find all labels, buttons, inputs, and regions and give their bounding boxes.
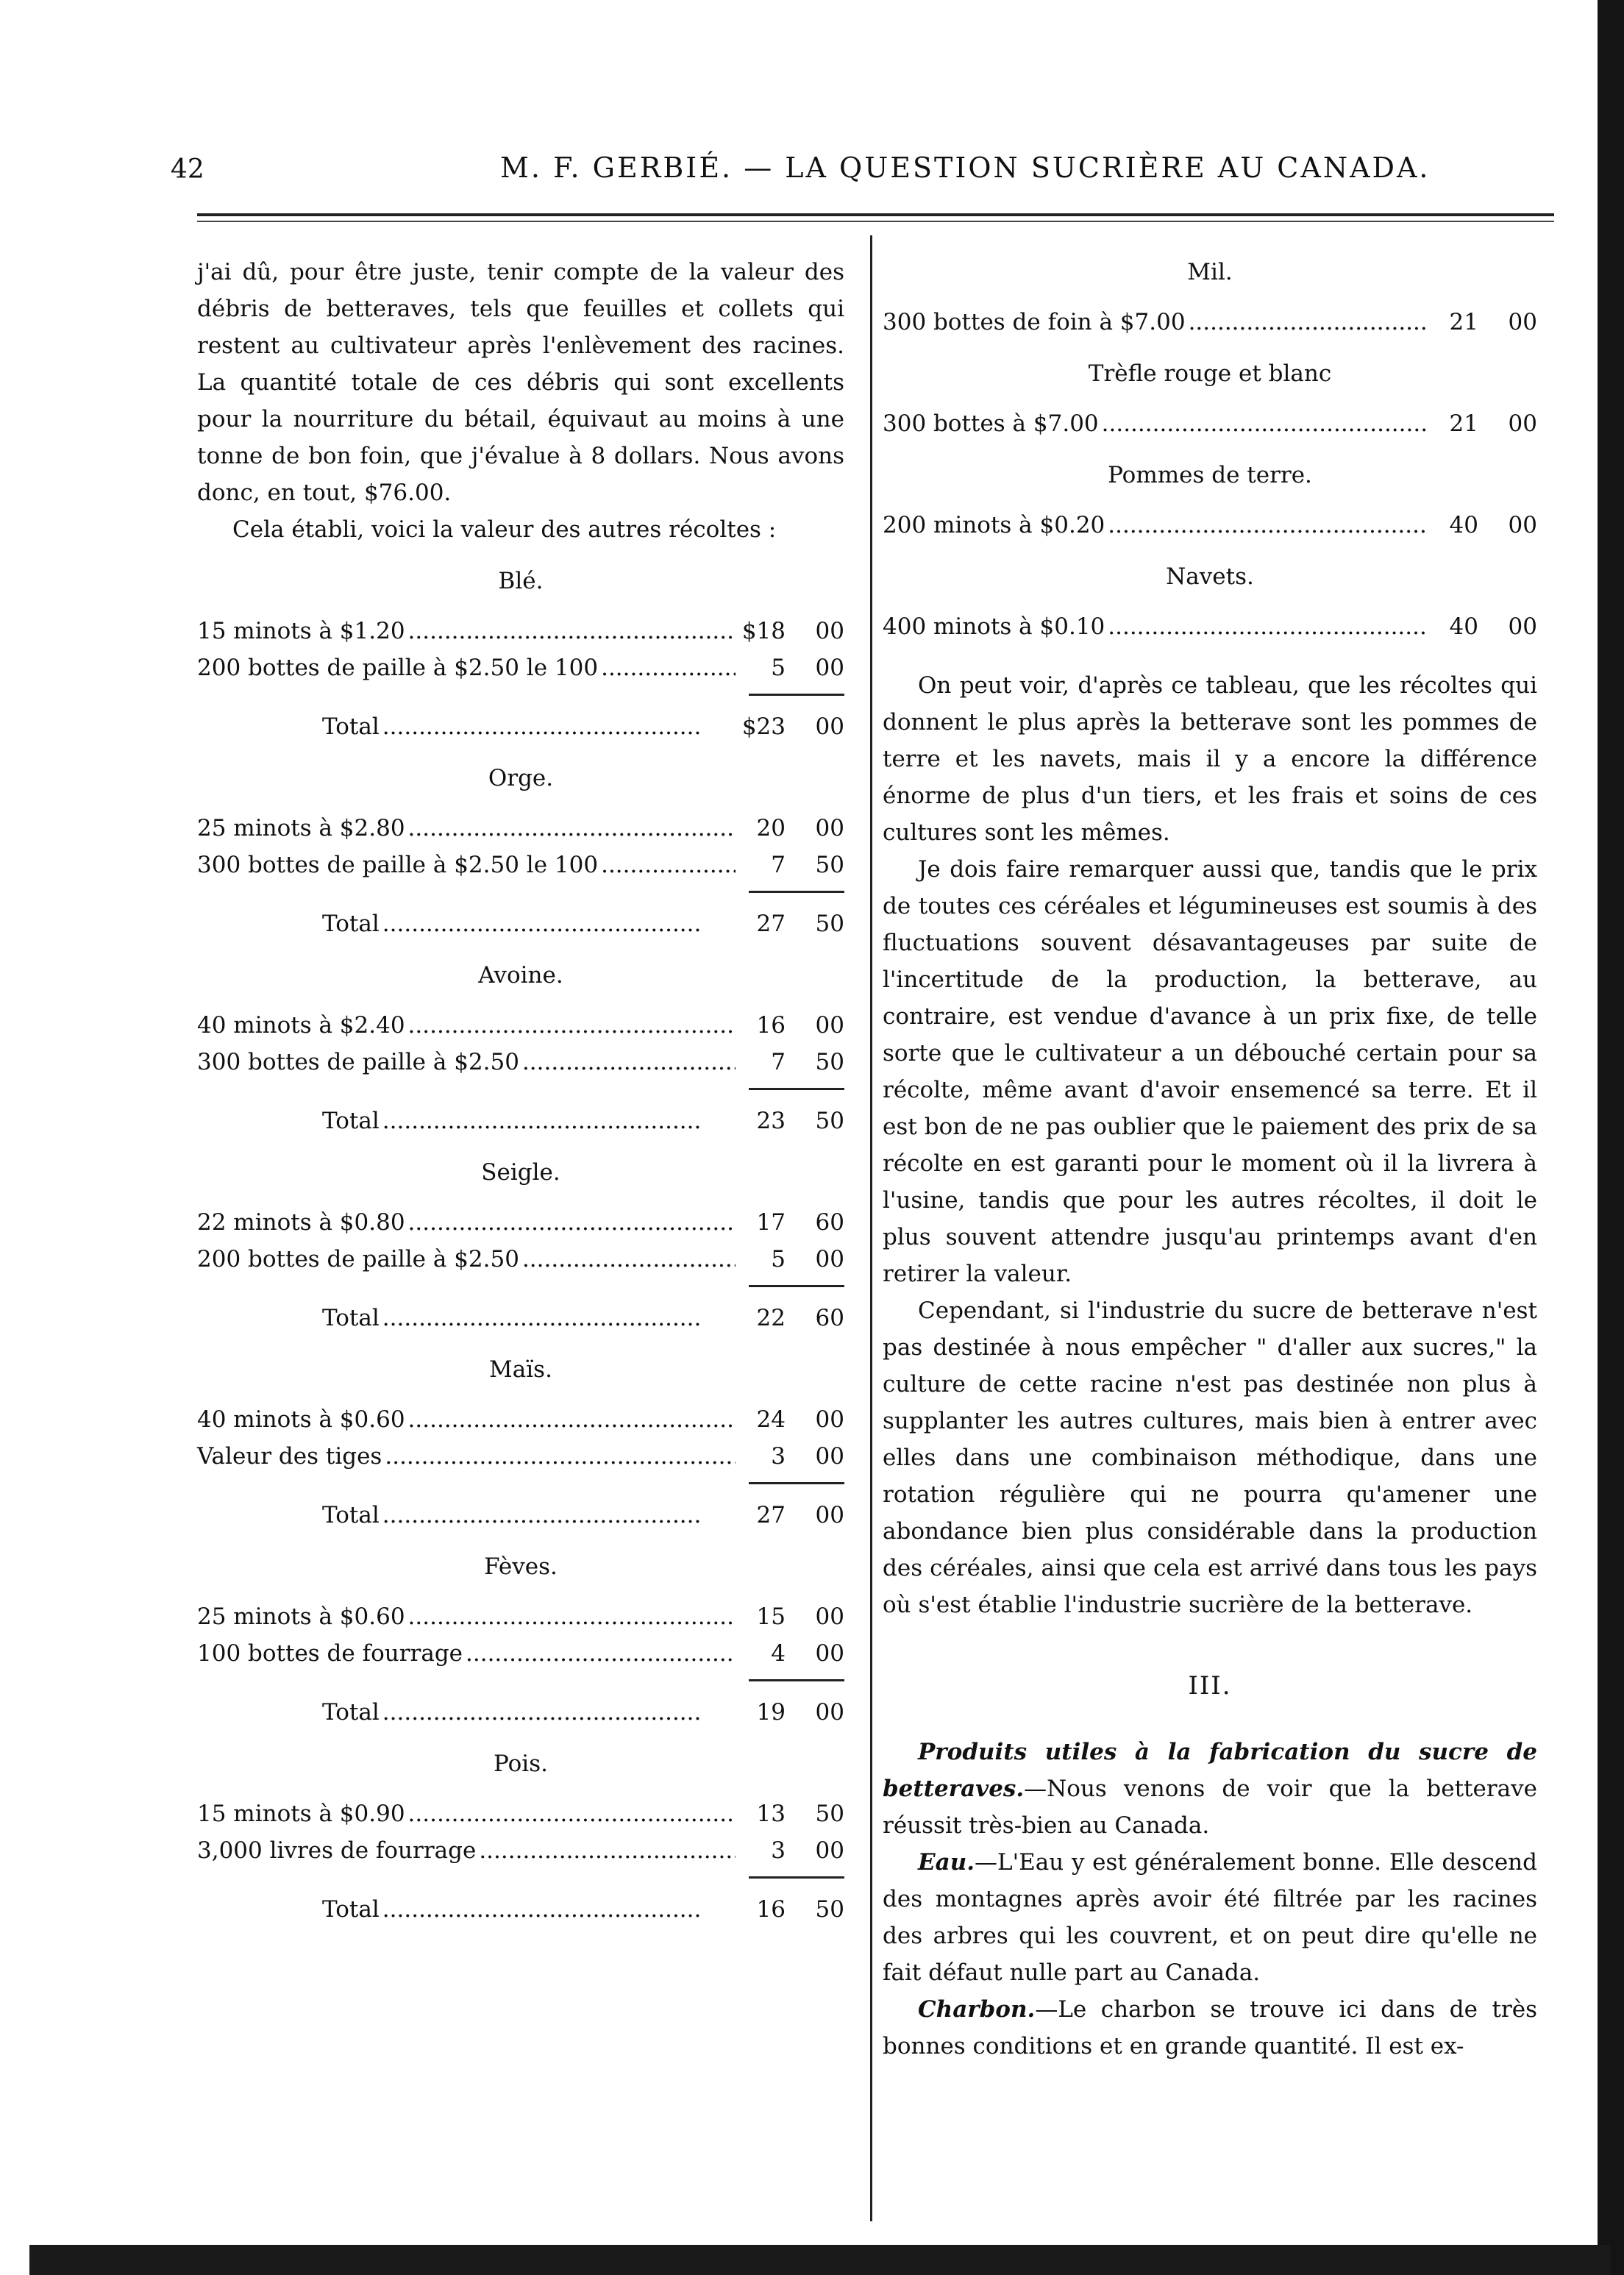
total-dollars: 16 — [756, 1896, 786, 1923]
table-row — [197, 810, 844, 847]
column-divider — [870, 235, 872, 2221]
crop-name: Mil. — [1187, 259, 1233, 285]
entry-dollars: 15 — [756, 1603, 786, 1630]
charbon-label: Charbon. — [918, 1996, 1036, 2023]
section-heading: Produits utiles à la fabrication du sucre de betteraves. — [883, 1739, 1537, 1802]
entry-description: 200 bottes de paille à $2.50 — [197, 1246, 519, 1272]
entry-dollars: 5 — [771, 1246, 786, 1272]
section-heading-paragraph — [883, 1734, 1537, 1844]
sum-rule — [197, 1080, 844, 1098]
entry-cents: 00 — [1508, 309, 1537, 335]
total-row — [197, 905, 844, 942]
entry-description: 25 minots à $2.80 — [197, 815, 405, 841]
entry-cents: 00 — [815, 1603, 844, 1630]
entry-description: 300 bottes à $7.00 — [883, 410, 1099, 437]
dot-leader — [382, 1694, 702, 1731]
crop-name: Seigle. — [481, 1159, 560, 1186]
section-heading-text: —Nous venons de voir que la betterave réussit très-bien au Canada. — [883, 1776, 1537, 1839]
dot-leader — [601, 847, 736, 883]
entry-dollars: 3 — [771, 1837, 786, 1864]
dot-leader — [479, 1832, 736, 1869]
sum-rule — [197, 883, 844, 901]
table-row — [883, 405, 1537, 442]
total-dollars: 27 — [756, 1502, 786, 1528]
total-cents: 00 — [815, 713, 844, 740]
total-dollars: 19 — [756, 1699, 786, 1726]
sum-rule — [197, 1672, 844, 1690]
table-row — [883, 507, 1537, 544]
table-row — [197, 613, 844, 649]
sum-rule — [197, 686, 844, 704]
table-row — [197, 1241, 844, 1278]
dot-leader — [408, 1204, 736, 1241]
entry-description: 22 minots à $0.80 — [197, 1209, 405, 1236]
crop-name: Blé. — [498, 568, 544, 594]
header-rule — [197, 213, 1554, 222]
total-dollars: 23 — [756, 1108, 786, 1134]
table-row — [197, 1401, 844, 1438]
entry-cents: 00 — [815, 1837, 844, 1864]
table-row — [883, 608, 1537, 645]
entry-cents: 50 — [815, 1801, 844, 1827]
dot-leader — [1108, 507, 1428, 544]
entry-dollars: 20 — [756, 815, 786, 841]
total-label: Total — [322, 713, 380, 740]
scan-edge-bottom — [29, 2245, 1611, 2275]
dot-leader — [408, 1401, 736, 1438]
dot-leader — [466, 1635, 736, 1672]
table-row — [197, 1044, 844, 1080]
total-cents: 50 — [815, 911, 844, 937]
table-row — [197, 1795, 844, 1832]
total-row — [197, 708, 844, 745]
dot-leader — [408, 810, 736, 847]
crop-name: Pommes de terre. — [1108, 462, 1312, 488]
entry-dollars: 40 — [1449, 613, 1478, 640]
dot-leader — [522, 1241, 736, 1278]
entry-cents: 00 — [815, 1443, 844, 1470]
entry-cents: 00 — [1508, 613, 1537, 640]
running-title: M. F. GERBIÉ. — LA QUESTION SUCRIÈRE AU CANADA. — [500, 152, 1431, 184]
entry-cents: 00 — [815, 655, 844, 681]
total-dollars: 27 — [756, 911, 786, 937]
dot-leader — [601, 649, 736, 686]
left-column — [197, 254, 844, 1935]
body-paragraph: Cependant, si l'industrie du sucre de betterave n'est pas destinée à nous empêcher " d'aller aux sucres," la culture de cette racine n'est pas destinée non plus à supplanter les autres cultures, mais bien à entrer avec elles dans une combinaison méthodique, dans une rotation régulière qui ne pourra qu'amener une abondance bien plus considérable dans la production des céréales, ainsi que cela est arrivé dans tous les pays où s'est établie l'industrie sucrière de la betterave. — [883, 1297, 1537, 1618]
dot-leader — [382, 708, 702, 745]
eau-paragraph — [883, 1844, 1537, 1991]
crop-name: Maïs. — [489, 1356, 552, 1383]
entry-description: 300 bottes de paille à $2.50 le 100 — [197, 852, 599, 878]
eau-label: Eau. — [918, 1849, 975, 1876]
total-label: Total — [322, 1896, 380, 1923]
dot-leader — [1189, 304, 1428, 341]
entry-dollars: $18 — [741, 618, 786, 644]
total-label: Total — [322, 911, 380, 937]
lead-in-paragraph: Cela établi, voici la valeur des autres récoltes : — [232, 516, 777, 543]
total-label: Total — [322, 1108, 380, 1134]
table-row — [197, 1007, 844, 1044]
entry-dollars: 5 — [771, 655, 786, 681]
crop-name: Pois. — [494, 1751, 548, 1777]
entry-description: 3,000 livres de fourrage — [197, 1837, 477, 1864]
total-row — [197, 1694, 844, 1731]
dot-leader — [408, 1007, 736, 1044]
total-cents: 50 — [815, 1108, 844, 1134]
total-row — [197, 1497, 844, 1534]
entry-dollars: 17 — [756, 1209, 786, 1236]
entry-dollars: 21 — [1449, 410, 1478, 437]
entry-cents: 00 — [1508, 512, 1537, 538]
dot-leader — [385, 1438, 736, 1475]
table-row — [883, 304, 1537, 341]
total-label: Total — [322, 1699, 380, 1726]
dot-leader — [382, 1891, 702, 1928]
table-row — [197, 1438, 844, 1475]
charbon-text: —Le charbon se trouve ici dans de très bonnes conditions et en grande quantité. Il est ex- — [883, 1996, 1537, 2059]
intro-paragraph: j'ai dû, pour être juste, tenir compte de la valeur des débris de betteraves, tels que feuilles et collets qui restent au cultivateur après l'enlèvement des racines. La quantité totale de ces débris qui sont excellents pour la nourriture du bétail, équivaut au moins à une tonne de bon foin, que j'évalue à 8 dollars. Nous avons donc, en tout, $76.00. — [197, 259, 844, 506]
section-number: III. — [1188, 1671, 1232, 1701]
entry-description: 200 bottes de paille à $2.50 le 100 — [197, 655, 599, 681]
entry-cents: 50 — [815, 852, 844, 878]
forage-value-table — [883, 254, 1537, 645]
crop-value-table — [197, 563, 844, 1928]
entry-description: 25 minots à $0.60 — [197, 1603, 405, 1630]
sum-rule — [197, 1475, 844, 1492]
entry-dollars: 7 — [771, 1049, 786, 1075]
total-label: Total — [322, 1305, 380, 1331]
dot-leader — [522, 1044, 736, 1080]
entry-description: 300 bottes de paille à $2.50 — [197, 1049, 519, 1075]
dot-leader — [382, 905, 702, 942]
entry-description: 15 minots à $1.20 — [197, 618, 405, 644]
dot-leader — [408, 1598, 736, 1635]
entry-dollars: 16 — [756, 1012, 786, 1039]
total-cents: 00 — [815, 1502, 844, 1528]
table-row — [197, 649, 844, 686]
dot-leader — [1102, 405, 1428, 442]
total-row — [197, 1891, 844, 1928]
entry-description: 100 bottes de fourrage — [197, 1640, 463, 1667]
table-row — [197, 1832, 844, 1869]
entry-dollars: 40 — [1449, 512, 1478, 538]
entry-cents: 60 — [815, 1209, 844, 1236]
dot-leader — [1108, 608, 1428, 645]
dot-leader — [382, 1300, 702, 1336]
scan-edge-right — [1598, 0, 1624, 2275]
total-cents: 50 — [815, 1896, 844, 1923]
entry-cents: 00 — [815, 1246, 844, 1272]
entry-description: 40 minots à $0.60 — [197, 1406, 405, 1433]
table-row — [197, 1598, 844, 1635]
crop-name: Navets. — [1166, 563, 1254, 590]
body-paragraph: Je dois faire remarquer aussi que, tandis que le prix de toutes ces céréales et légumineuses est soumis à des fluctuations souvent désavantageuses par suite de l'incertitude de la production, la betterave, au contraire, est vendue d'avance à un prix fixe, de telle sorte que le cultivateur a un débouché certain pour sa récolte, même avant d'avoir ensemencé sa terre. Et il est bon de ne pas oublier que le paiement des prix de sa récolte en est garanti pour le moment où il la livrera à l'usine, tandis que pour les autres récoltes, il doit le plus souvent attendre jusqu'au printemps avant d'en retirer la valeur. — [883, 856, 1537, 1287]
table-row — [197, 847, 844, 883]
sum-rule — [197, 1278, 844, 1295]
crop-name: Fèves. — [484, 1553, 558, 1580]
crop-name: Orge. — [488, 765, 554, 791]
entry-dollars: 3 — [771, 1443, 786, 1470]
total-dollars: 22 — [756, 1305, 786, 1331]
entry-cents: 00 — [815, 815, 844, 841]
total-row — [197, 1300, 844, 1336]
dot-leader — [408, 613, 736, 649]
entry-dollars: 4 — [771, 1640, 786, 1667]
entry-description: 300 bottes de foin à $7.00 — [883, 309, 1186, 335]
eau-text: —L'Eau y est généralement bonne. Elle descend des montagnes après avoir été filtrée par les racines des arbres qui les couvrent, et on peut dire qu'elle ne fait défaut nulle part au Canada. — [883, 1849, 1537, 1986]
entry-cents: 00 — [815, 1012, 844, 1039]
entry-description: 400 minots à $0.10 — [883, 613, 1105, 640]
crop-name: Avoine. — [478, 962, 563, 989]
total-row — [197, 1103, 844, 1139]
entry-description: 40 minots à $2.40 — [197, 1012, 405, 1039]
entry-cents: 00 — [815, 1406, 844, 1433]
entry-description: Valeur des tiges — [197, 1443, 382, 1470]
total-cents: 00 — [815, 1699, 844, 1726]
total-label: Total — [322, 1502, 380, 1528]
entry-cents: 00 — [815, 1640, 844, 1667]
entry-dollars: 7 — [771, 852, 786, 878]
entry-dollars: 13 — [756, 1801, 786, 1827]
total-dollars: $23 — [741, 713, 786, 740]
entry-description: 15 minots à $0.90 — [197, 1801, 405, 1827]
entry-dollars: 21 — [1449, 309, 1478, 335]
charbon-paragraph — [883, 1991, 1537, 2065]
table-row — [197, 1635, 844, 1672]
table-row — [197, 1204, 844, 1241]
total-cents: 60 — [815, 1305, 844, 1331]
entry-cents: 50 — [815, 1049, 844, 1075]
entry-cents: 00 — [815, 618, 844, 644]
body-paragraph: On peut voir, d'après ce tableau, que les récoltes qui donnent le plus après la betterave sont les pommes de terre et les navets, mais il y a encore la différence énorme de plus d'un tiers, et les frais et soins de ces cultures sont les mêmes. — [883, 672, 1537, 846]
dot-leader — [408, 1795, 736, 1832]
entry-dollars: 24 — [756, 1406, 786, 1433]
dot-leader — [382, 1497, 702, 1534]
dot-leader — [382, 1103, 702, 1139]
sum-rule — [197, 1869, 844, 1887]
entry-description: 200 minots à $0.20 — [883, 512, 1105, 538]
right-column — [883, 254, 1537, 2065]
entry-cents: 00 — [1508, 410, 1537, 437]
crop-name: Trèfle rouge et blanc — [1088, 360, 1332, 387]
page-number: 42 — [171, 154, 204, 185]
